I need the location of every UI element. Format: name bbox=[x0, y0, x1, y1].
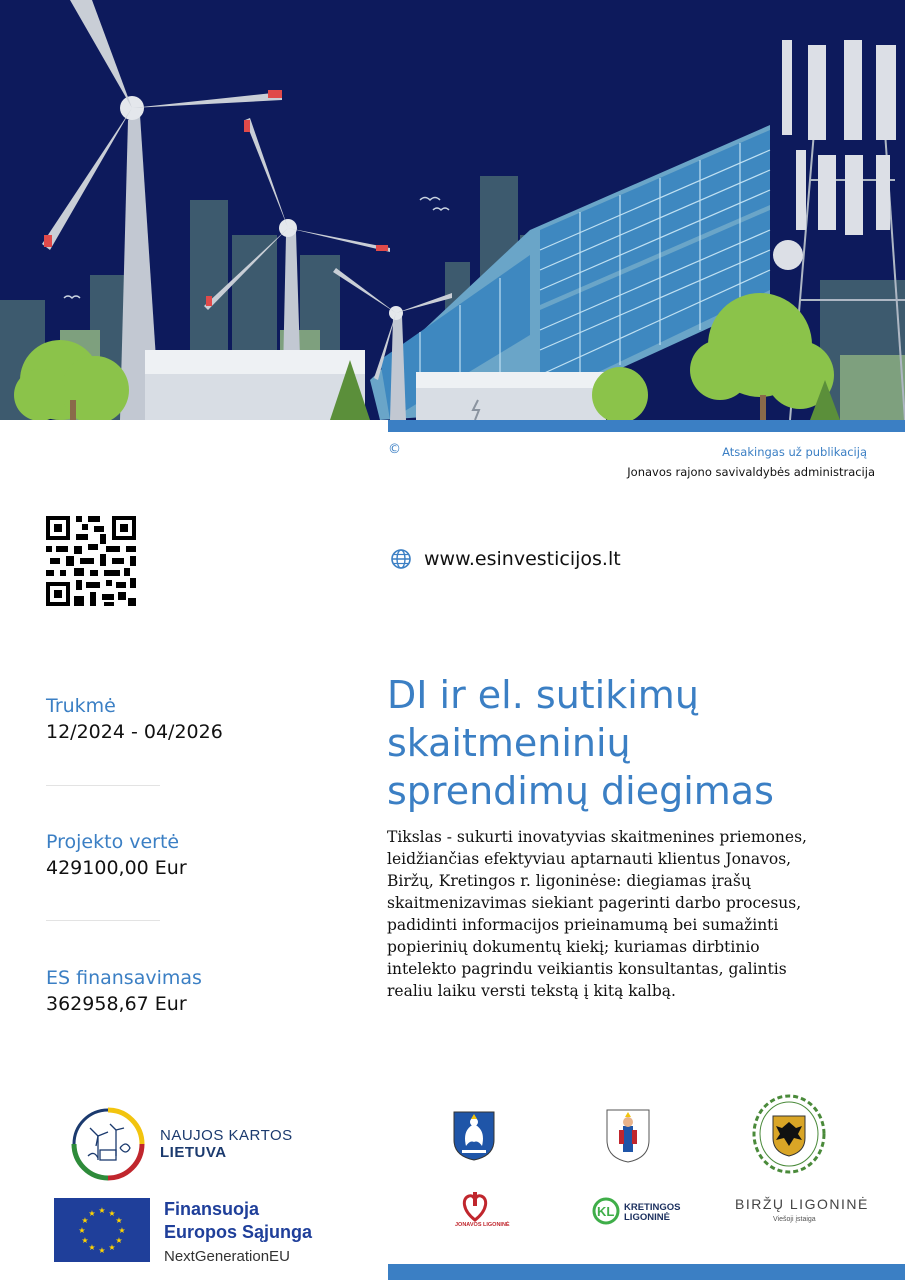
fact-separator bbox=[46, 920, 160, 921]
eu-line3: NextGenerationEU bbox=[164, 1248, 290, 1265]
jonava-hospital-name: JONAVOS LIGONINĖ bbox=[455, 1222, 510, 1228]
website-link[interactable]: www.esinvesticijos.lt bbox=[424, 548, 621, 570]
eu-line2: Europos Sąjunga bbox=[164, 1222, 313, 1242]
svg-text:★: ★ bbox=[98, 1246, 106, 1255]
description-line: padidinti informacijos prieinamumą bei sumažinti bbox=[387, 916, 779, 934]
svg-text:★: ★ bbox=[115, 1236, 123, 1245]
description-line: intelekto pagrindu veikiantis konsultantas, galintis bbox=[387, 960, 787, 978]
svg-text:★: ★ bbox=[88, 1209, 96, 1218]
fact-duration bbox=[46, 693, 223, 745]
fact-project-value-amount: 429100,00 Eur bbox=[46, 857, 187, 879]
eu-line1: Finansuoja bbox=[164, 1199, 260, 1219]
svg-text:★: ★ bbox=[88, 1243, 96, 1252]
fact-duration-value: 12/2024 - 04/2026 bbox=[46, 721, 223, 743]
svg-text:★: ★ bbox=[108, 1243, 116, 1252]
qr-code-graphic bbox=[46, 516, 136, 606]
kretinga-hospital-line1: KRETINGOS bbox=[624, 1202, 681, 1213]
kretinga-coat-of-arms-icon bbox=[605, 1108, 651, 1168]
website-row[interactable] bbox=[390, 548, 621, 570]
svg-text:★: ★ bbox=[118, 1226, 126, 1235]
responsible-label: Atsakingas už publikaciją bbox=[722, 445, 867, 459]
project-title-line: skaitmeninių bbox=[387, 721, 631, 765]
nkl-line2: LIETUVA bbox=[160, 1144, 227, 1161]
description-line: leidžiančias efektyviau aptarnauti klientus Jonavos, bbox=[387, 850, 792, 868]
fact-duration-label: Trukmė bbox=[46, 695, 116, 717]
birzai-hospital-name: BIRŽŲ LIGONINĖ bbox=[735, 1196, 869, 1212]
birzai-hospital-subtitle: Viešoji įstaiga bbox=[773, 1216, 816, 1223]
hero-accent-bar bbox=[388, 420, 905, 432]
project-description bbox=[387, 826, 877, 1002]
description-line: Tikslas - sukurti inovatyvias skaitmenines priemones, bbox=[387, 828, 807, 846]
jonava-hospital-logo-icon bbox=[460, 1192, 490, 1226]
fact-eu-funding bbox=[46, 965, 202, 1017]
svg-text:★: ★ bbox=[108, 1209, 116, 1218]
svg-text:KL: KL bbox=[597, 1204, 615, 1219]
copyright-icon: © bbox=[388, 442, 401, 457]
svg-text:★: ★ bbox=[115, 1216, 123, 1225]
kretinga-hospital-line2: LIGONINĖ bbox=[624, 1212, 670, 1223]
globe-icon bbox=[390, 548, 412, 570]
project-title-line: sprendimų diegimas bbox=[387, 769, 774, 813]
fact-eu-funding-amount: 362958,67 Eur bbox=[46, 993, 187, 1015]
project-title bbox=[387, 671, 887, 815]
nkl-logo bbox=[70, 1106, 293, 1182]
hero-illustration bbox=[0, 0, 905, 420]
description-line: realiu laiku versti tekstą į kitą kalbą. bbox=[387, 982, 676, 1000]
qr-code[interactable] bbox=[46, 516, 136, 606]
fact-project-value-label: Projekto vertė bbox=[46, 831, 180, 853]
footer-accent-bar bbox=[388, 1264, 905, 1280]
kretinga-hospital-logo-icon bbox=[592, 1197, 622, 1229]
description-line: popierinių dokumentų kiekį; kuriamas dirbtinio bbox=[387, 938, 760, 956]
jonava-coat-of-arms-icon bbox=[452, 1110, 496, 1166]
fact-eu-funding-label: ES finansavimas bbox=[46, 967, 202, 989]
description-line: Biržų, Kretingos r. ligoninėse: diegiamas įrašų bbox=[387, 872, 751, 890]
project-title-line: DI ir el. sutikimų bbox=[387, 673, 699, 717]
nkl-line1: NAUJOS KARTOS bbox=[160, 1127, 293, 1144]
svg-text:★: ★ bbox=[81, 1216, 89, 1225]
svg-text:★: ★ bbox=[81, 1236, 89, 1245]
description-line: skaitmenizavimas siekiant pagerinti darbo procesus, bbox=[387, 894, 802, 912]
eu-funding-logo bbox=[54, 1198, 312, 1268]
fact-separator bbox=[46, 785, 160, 786]
birzai-coat-of-arms-icon bbox=[752, 1094, 826, 1178]
fact-project-value bbox=[46, 829, 187, 881]
nkl-emblem-icon bbox=[70, 1106, 146, 1182]
eu-flag-icon bbox=[54, 1198, 150, 1262]
kretinga-hospital-name bbox=[624, 1203, 680, 1223]
svg-text:★: ★ bbox=[78, 1226, 86, 1235]
svg-text:★: ★ bbox=[98, 1206, 106, 1215]
responsible-org: Jonavos rajono savivaldybės administracija bbox=[627, 465, 875, 479]
